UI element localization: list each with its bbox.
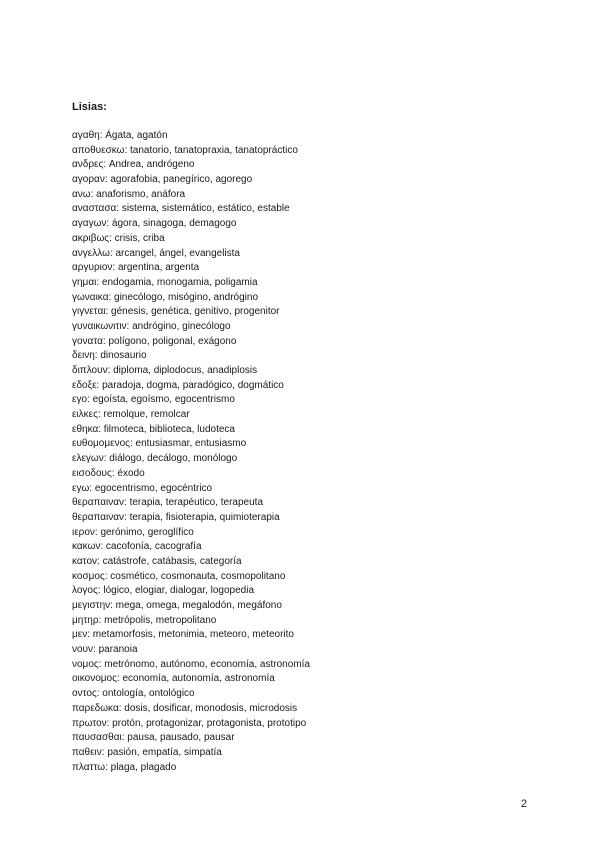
vocabulary-entry: νουν: paranoia <box>72 644 138 656</box>
vocabulary-entry: παθειν: pasión, empatía, simpatía <box>72 746 222 758</box>
vocabulary-entry: κακων: cacofonía, cacografía <box>72 541 202 553</box>
vocabulary-entry: κοσμος: cosmético, cosmonauta, cosmopolitano <box>72 570 286 582</box>
vocabulary-entry: ιερον: gerónimo, geroglífico <box>72 526 194 538</box>
vocabulary-entry: μητηρ: metrópolis, metropolitano <box>72 614 217 626</box>
vocabulary-entry: πλαττω: plaga, plagado <box>72 761 177 773</box>
vocabulary-entry: εδοξε: paradoja, dogma, paradógico, dogmático <box>72 379 284 391</box>
vocabulary-entry: νομος: metrónomo, autónomo, economía, astronomía <box>72 658 310 670</box>
vocabulary-entry: ακριβως: crisis, criba <box>72 232 165 244</box>
vocabulary-entry: παυσασθαι: pausa, pausado, pausar <box>72 732 235 744</box>
vocabulary-entry: γιγνεται: génesis, genética, genitivo, progenitor <box>72 306 280 318</box>
vocabulary-entry: αργυριον: argentina, argenta <box>72 262 200 274</box>
vocabulary-entry: κατον: catástrofe, catábasis, categoría <box>72 555 242 567</box>
vocabulary-entry: γημαι: endogamia, monogamia, poligamia <box>72 276 258 288</box>
vocabulary-entry: ελεγων: diálogo, decálogo, monólogo <box>72 453 238 465</box>
vocabulary-entry: αποθυεσκω: tanatorio, tanatopraxia, tanatopráctico <box>72 144 298 156</box>
section-heading: Lisias: <box>72 101 107 113</box>
vocabulary-entry: γονατα: polígono, poligonal, exágono <box>72 335 237 347</box>
vocabulary-entry: εγο: egoísta, egoísmo, egocentrismo <box>72 394 235 406</box>
vocabulary-entry: διπλουν: diploma, diplodocus, anadiplosis <box>72 365 258 376</box>
vocabulary-entry: εθηκα: filmoteca, biblioteca, ludoteca <box>72 423 235 435</box>
vocabulary-entry: λογος: lógico, elogiar, dialogar, logopedia <box>72 585 255 597</box>
vocabulary-entry: δεινη: dinosaurio <box>72 350 147 362</box>
vocabulary-entry: γυναικωνιτιν: andrógino, ginecólogo <box>72 320 231 332</box>
vocabulary-entry: αγαγων: ágora, sinagoga, demagogo <box>72 218 237 230</box>
vocabulary-entry: ανγελλω: arcangel, ángel, evangelista <box>72 247 240 259</box>
vocabulary-entry: οντος: ontología, ontológico <box>72 688 195 700</box>
vocabulary-entry: μεν: metamorfosis, metonimia, meteoro, meteorito <box>72 629 294 641</box>
vocabulary-entry: εισοδους: éxodo <box>72 467 145 479</box>
vocabulary-entry: παρεδωκα: dosis, dosificar, monodosis, microdosis <box>72 702 298 714</box>
vocabulary-entry: ανδρες: Andrea, andrógeno <box>72 159 195 171</box>
vocabulary-entry: αγοραν: agorafobia, panegírico, agorego <box>72 174 253 186</box>
vocabulary-entry: ευθομομενος: entusiasmar, entusiasmo <box>72 438 247 450</box>
page-number: 2 <box>520 798 527 810</box>
vocabulary-entry: αναστασα: sistema, sistemático, estático, estable <box>72 203 290 215</box>
vocabulary-entry: αγαθη: Ágata, agatón <box>72 130 168 141</box>
vocabulary-entry: οικονομος: economía, autonomía, astronomía <box>72 673 275 685</box>
vocabulary-entry: γωναικα: ginecólogo, misógino, andrógino <box>72 291 259 303</box>
vocabulary-entry: πρωτον: protón, protagonizar, protagonista, prototipo <box>72 717 307 729</box>
vocabulary-entry: ειλκες: remolque, remolcar <box>72 409 190 421</box>
vocabulary-entry: θεραπαιναν: terapia, terapéutico, terapeuta <box>72 497 264 509</box>
vocabulary-entry: ανω: anaforismo, anáfora <box>72 188 186 200</box>
vocabulary-list <box>72 129 310 775</box>
vocabulary-entry: εγω: egocentrismo, egocéntrico <box>72 482 213 494</box>
vocabulary-entry: θεραπαιναν: terapia, fisioterapia, quimioterapia <box>72 511 280 523</box>
vocabulary-entry: μεγιστην: mega, omega, megalodón, megáfono <box>72 600 282 611</box>
